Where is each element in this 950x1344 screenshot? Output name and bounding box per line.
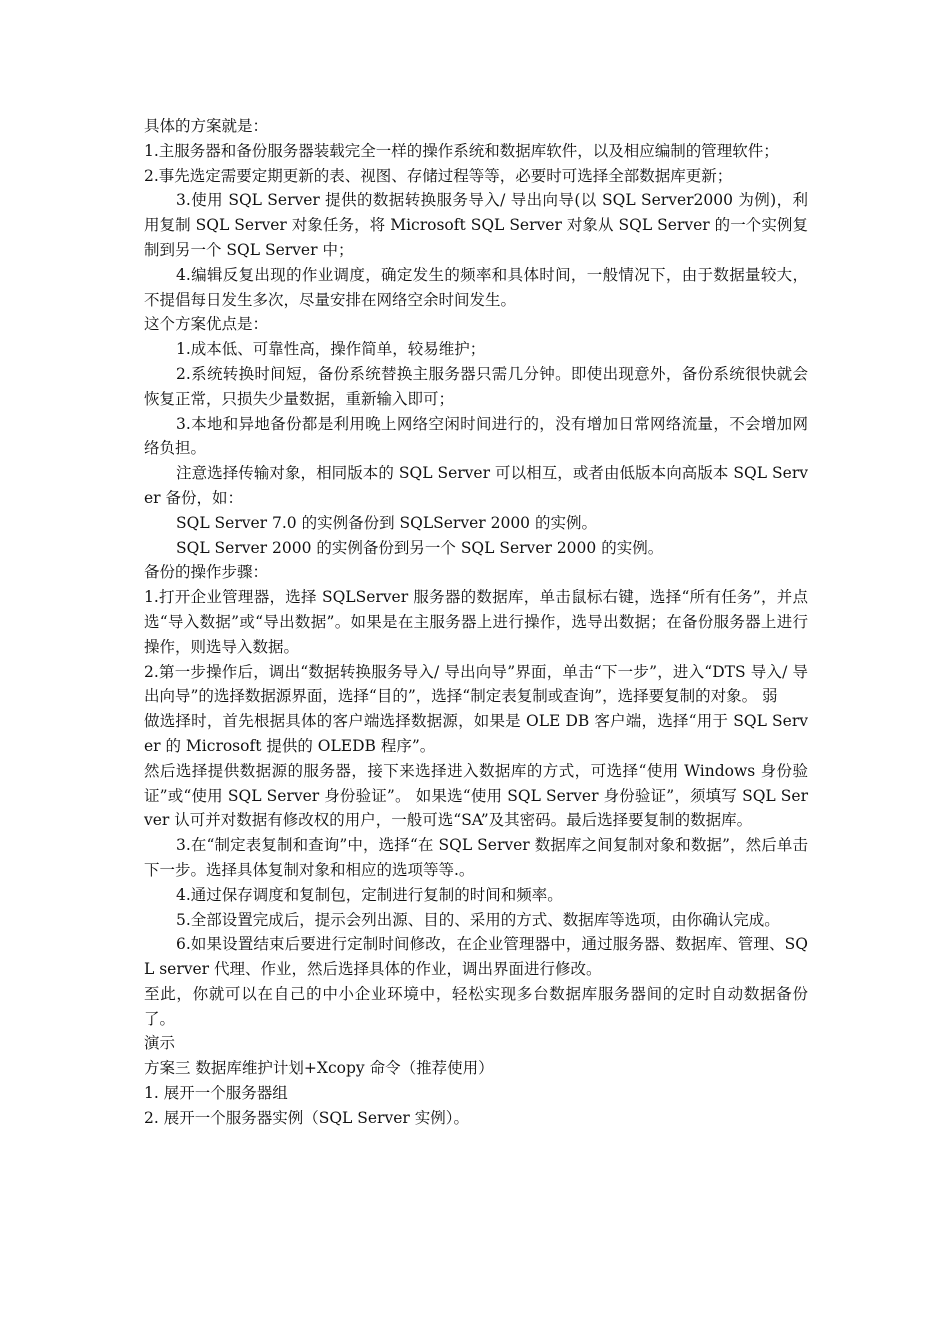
paragraph-demo: 演示 (144, 1034, 176, 1053)
paragraph-advantage-1: 1.成本低、可靠性高，操作简单，较易维护； (176, 340, 486, 359)
paragraph-note: 注意选择传输对象，相同版本的 SQL Server 可以相互，或者由低版本向高版本 SQL Server 备份，如： (144, 464, 808, 507)
paragraph-step-1: 1.主服务器和备份服务器装载完全一样的操作系统和数据库软件，以及相应编制的管理软件； (144, 141, 779, 160)
paragraph-step-3: 3.使用 SQL Server 提供的数据转换服务导入/ 导出向导(以 SQL Server2000 为例)，利用复制 SQL Server 对象任务，将 Microsoft SQL Server 对象从 SQL Server 的一个实例复制到另一个 SQL Server 中； (144, 191, 808, 259)
paragraph-plan-three-heading: 方案三 数据库维护计划+Xcopy 命令（推荐使用） (144, 1059, 494, 1078)
paragraph-procedure-5: 5.全部设置完成后，提示会列出源、目的、采用的方式、数据库等选项，由你确认完成。 (176, 910, 780, 929)
paragraph-example-2: SQL Server 2000 的实例备份到另一个 SQL Server 2000 的实例。 (176, 538, 664, 557)
paragraph-procedure-2b: 然后选择提供数据源的服务器，接下来选择进入数据库的方式，可选择“使用 Windows 身份验证”或“使用 SQL Server 身份验证”。 如果选“使用 SQL Server 身份验证”，须填写 SQL Server 认可并对数据有修改权的用户，一般可选“SA”及其密码。最后选择要复制的数据库。 (144, 761, 808, 830)
paragraph-advantages-heading: 这个方案优点是： (144, 315, 269, 334)
paragraph-plan-three-step-2: 2. 展开一个服务器实例（SQL Server 实例）。 (144, 1108, 469, 1127)
paragraph-plan-three-step-1: 1. 展开一个服务器组 (144, 1084, 288, 1103)
paragraph-procedure-heading: 备份的操作步骤： (144, 563, 269, 582)
paragraph-procedure-2: 2.第一步操作后，调出“数据转换服务导入/ 导出向导”界面，单击“下一步”，进入“DTS 导入/ 导出向导”的选择数据源界面，选择“目的”，选择“制定表复制或查询”，选择要复制的对象。 弱 (144, 662, 808, 706)
paragraph-step-4: 4.编辑反复出现的作业调度，确定发生的频率和具体时间，一般情况下，由于数据量较大，不提倡每日发生多次，尽量安排在网络空余时间发生。 (144, 265, 808, 309)
paragraph-step-2: 2.事先选定需要定期更新的表、视图、存储过程等等，必要时可选择全部数据库更新； (144, 166, 733, 185)
paragraph-advantage-2: 2.系统转换时间短，备份系统替换主服务器只需几分钟。即使出现意外，备份系统很快就会恢复正常，只损失少量数据，重新输入即可； (144, 364, 808, 408)
paragraph-example-1: SQL Server 7.0 的实例备份到 SQLServer 2000 的实例。 (176, 513, 597, 532)
paragraph-procedure-4: 4.通过保存调度和复制包，定制进行复制的时间和频率。 (176, 885, 563, 904)
paragraph-advantage-3: 3.本地和异地备份都是利用晚上网络空闲时间进行的，没有增加日常网络流量，不会增加网络负担。 (144, 414, 808, 458)
paragraph-procedure-3: 3.在“制定表复制和查询”中，选择“在 SQL Server 数据库之间复制对象和数据”，然后单击下一步。选择具体复制对象和相应的选项等等.。 (144, 836, 808, 879)
paragraph-procedure-6: 6.如果设置结束后要进行定制时间修改，在企业管理器中，通过服务器、数据库、管理、SQL server 代理、作业，然后选择具体的作业，调出界面进行修改。 (144, 935, 808, 979)
document-body (144, 114, 808, 1131)
paragraph-procedure-1: 1.打开企业管理器，选择 SQLServer 服务器的数据库，单击鼠标右键，选择“所有任务”，并点选“导入数据”或“导出数据”。如果是在主服务器上进行操作，选导出数据；在备份服务器上进行操作，则选导入数据。 (144, 588, 808, 656)
paragraph-procedure-2a: 做选择时，首先根据具体的客户端选择数据源，如果是 OLE DB 客户端，选择“用于 SQL Server 的 Microsoft 提供的 OLEDB 程序”。 (144, 712, 808, 755)
paragraph-intro: 具体的方案就是： (144, 117, 269, 135)
paragraph-conclusion: 至此，你就可以在自己的中小企业环境中，轻松实现多台数据库服务器间的定时自动数据备份了。 (144, 984, 808, 1028)
